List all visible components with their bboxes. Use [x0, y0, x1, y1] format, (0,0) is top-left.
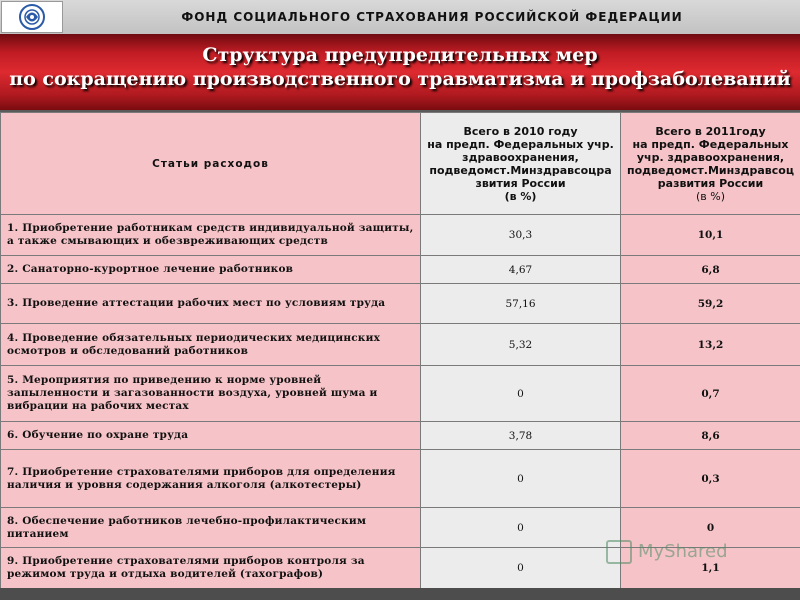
- row-value-2011: 0: [621, 508, 800, 548]
- title-banner: [0, 34, 800, 110]
- table-row: [1, 324, 800, 366]
- row-expense-name: 5. Мероприятия по приведению к норме уровней запыленности и загазованности воздуха, уровней шума и вибрации на рабочих местах: [1, 366, 421, 422]
- row-value-2011: 8,6: [621, 422, 800, 450]
- expenses-table: [0, 112, 800, 589]
- table-row: [1, 284, 800, 324]
- column-header-2010-line: Всего в 2010 году: [463, 124, 578, 138]
- fss-logo-icon: [1, 1, 63, 33]
- table-row: [1, 422, 800, 450]
- row-value-2011: 59,2: [621, 284, 800, 324]
- row-value-2011: 0,3: [621, 450, 800, 508]
- column-header-2011-unit: (в %): [695, 189, 725, 203]
- slide-title-line-2: по сокращению производственного травматизма и профзаболеваний: [9, 68, 791, 90]
- column-header-2010-line: подведомст.Минздравсоцра: [429, 163, 612, 177]
- fund-title: ФОНД СОЦИАЛЬНОГО СТРАХОВАНИЯ РОССИЙСКОЙ ФЕДЕРАЦИИ: [181, 10, 683, 24]
- row-value-2010: 0: [421, 366, 621, 422]
- row-expense-name: 7. Приобретение страхователями приборов для определения наличия и уровня содержания алкоголя (алкотестеры): [1, 450, 421, 508]
- row-value-2010: 57,16: [421, 284, 621, 324]
- top-header: [0, 0, 800, 34]
- row-expense-name: 9. Приобретение страхователями приборов контроля за режимом труда и отдыха водителей (тахографов): [1, 548, 421, 589]
- column-header-2011-line: учр. здравоохранения,: [636, 150, 785, 164]
- row-value-2011: 1,1: [621, 548, 800, 589]
- table-row: [1, 256, 800, 284]
- table-header-row: [1, 113, 800, 215]
- column-header-2010-line: здравоохранения,: [462, 150, 579, 164]
- row-value-2010: 0: [421, 450, 621, 508]
- row-value-2011: 6,8: [621, 256, 800, 284]
- row-expense-name: 3. Проведение аттестации рабочих мест по условиям труда: [1, 284, 421, 324]
- footer-bar: [0, 588, 800, 600]
- column-header-2010-unit: (в %): [504, 189, 537, 203]
- row-expense-name: 4. Проведение обязательных периодических медицинских осмотров и обследований работников: [1, 324, 421, 366]
- watermark-text: MyShared: [638, 541, 728, 562]
- column-header-2011-line: подведомст.Минздравсоц: [627, 163, 794, 177]
- column-header-2011: [621, 113, 800, 215]
- row-value-2011: 10,1: [621, 215, 800, 256]
- column-header-2011-line: Всего в 2011году: [655, 124, 766, 138]
- row-value-2010: 3,78: [421, 422, 621, 450]
- table-row: [1, 450, 800, 508]
- column-header-2011-line: развития России: [657, 176, 764, 190]
- table-row: [1, 508, 800, 548]
- row-expense-name: 1. Приобретение работникам средств индивидуальной защиты, а также смывающих и обезвреживающих средств: [1, 215, 421, 256]
- table-row: [1, 215, 800, 256]
- slide-title-line-1: Структура предупредительных мер: [202, 44, 598, 66]
- row-value-2010: 4,67: [421, 256, 621, 284]
- row-value-2010: 0: [421, 508, 621, 548]
- column-header-expenses: Статьи расходов: [1, 113, 421, 215]
- row-value-2010: 5,32: [421, 324, 621, 366]
- row-value-2011: 13,2: [621, 324, 800, 366]
- column-header-2010-line: звития России: [475, 176, 566, 190]
- column-header-2010-line: на предп. Федеральных учр.: [427, 137, 614, 151]
- table-row: [1, 366, 800, 422]
- column-header-2010: [421, 113, 621, 215]
- row-value-2010: 30,3: [421, 215, 621, 256]
- row-expense-name: 6. Обучение по охране труда: [1, 422, 421, 450]
- column-header-2011-line: на предп. Федеральных: [632, 137, 789, 151]
- table-row: [1, 548, 800, 589]
- row-value-2011: 0,7: [621, 366, 800, 422]
- row-expense-name: 8. Обеспечение работников лечебно-профилактическим питанием: [1, 508, 421, 548]
- row-value-2010: 0: [421, 548, 621, 589]
- row-expense-name: 2. Санаторно-курортное лечение работников: [1, 256, 421, 284]
